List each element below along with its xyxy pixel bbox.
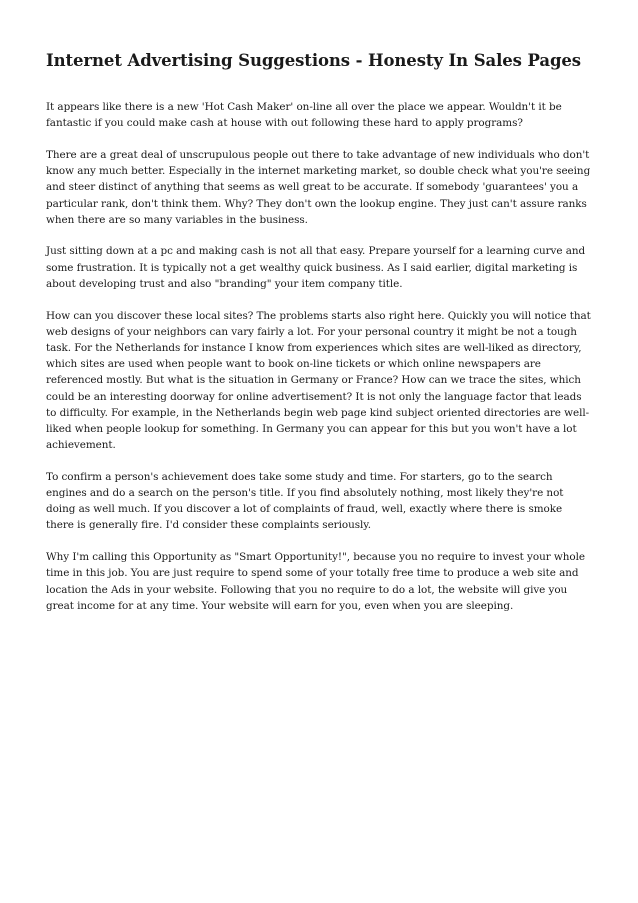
paragraph-4: How can you discover these local sites? The problems starts also right here. Quickly you will notice that web designs of your neighbors can vary fairly a lot. For your personal country it might be not a tough task. For the Netherlands for instance I know from experiences which sites are well-liked as directory, which sites are used when people want to book on-line tickets or which online newspapers are referenced mostly. But what is the situation in Germany or France? How can we trace the sites, which could be an interesting doorway for online advertisement? It is not only the language factor that leads to difficulty. For example, in the Netherlands begin web page kind subject oriented directories are well-liked when people lookup for something. In Germany you can appear for this but you won't have a lot achievement. (46, 309, 591, 452)
paragraph-2: There are a great deal of unscrupulous people out there to take advantage of new individuals who don't know any much better. Especially in the internet marketing market, so double check what you're seeing and steer distinct of anything that seems as well great to be accurate. If somebody 'guarantees' you a particular rank, don't think them. Why? They don't own the lookup engine. They just can't assure ranks when there are so many variables in the business. (46, 148, 591, 226)
paragraph-1: It appears like there is a new 'Hot Cash Maker' on-line all over the place we appear. Wouldn't it be fantastic if you could make cash at house with out following these hard to apply programs? (46, 101, 562, 130)
document-title: Internet Advertising Suggestions - Honesty In Sales Pages (46, 51, 581, 70)
paragraph-5: To confirm a person's achievement does take some study and time. For starters, go to the search engines and do a search on the person's title. If you find absolutely nothing, most likely they're not doing as well much. If you discover a lot of complaints of fraud, well, exactly where there is smoke there is generally fire. I'd consider these complaints seriously. (46, 470, 564, 532)
paragraph-3: Just sitting down at a pc and making cash is not all that easy. Prepare yourself for a learning curve and some frustration. It is typically not a get wealthy quick business. As I said earlier, digital marketing is about developing trust and also "branding" your item company title. (46, 245, 586, 290)
paragraph-6: Why I'm calling this Opportunity as "Smart Opportunity!", because you no require to invest your whole time in this job. You are just require to spend some of your totally free time to produce a web site and location the Ads in your website. Following that you no require to do a lot, the website will give you great income for at any time. Your website will earn for you, even when you are sleeping. (46, 551, 585, 612)
document-page (46, 50, 592, 629)
